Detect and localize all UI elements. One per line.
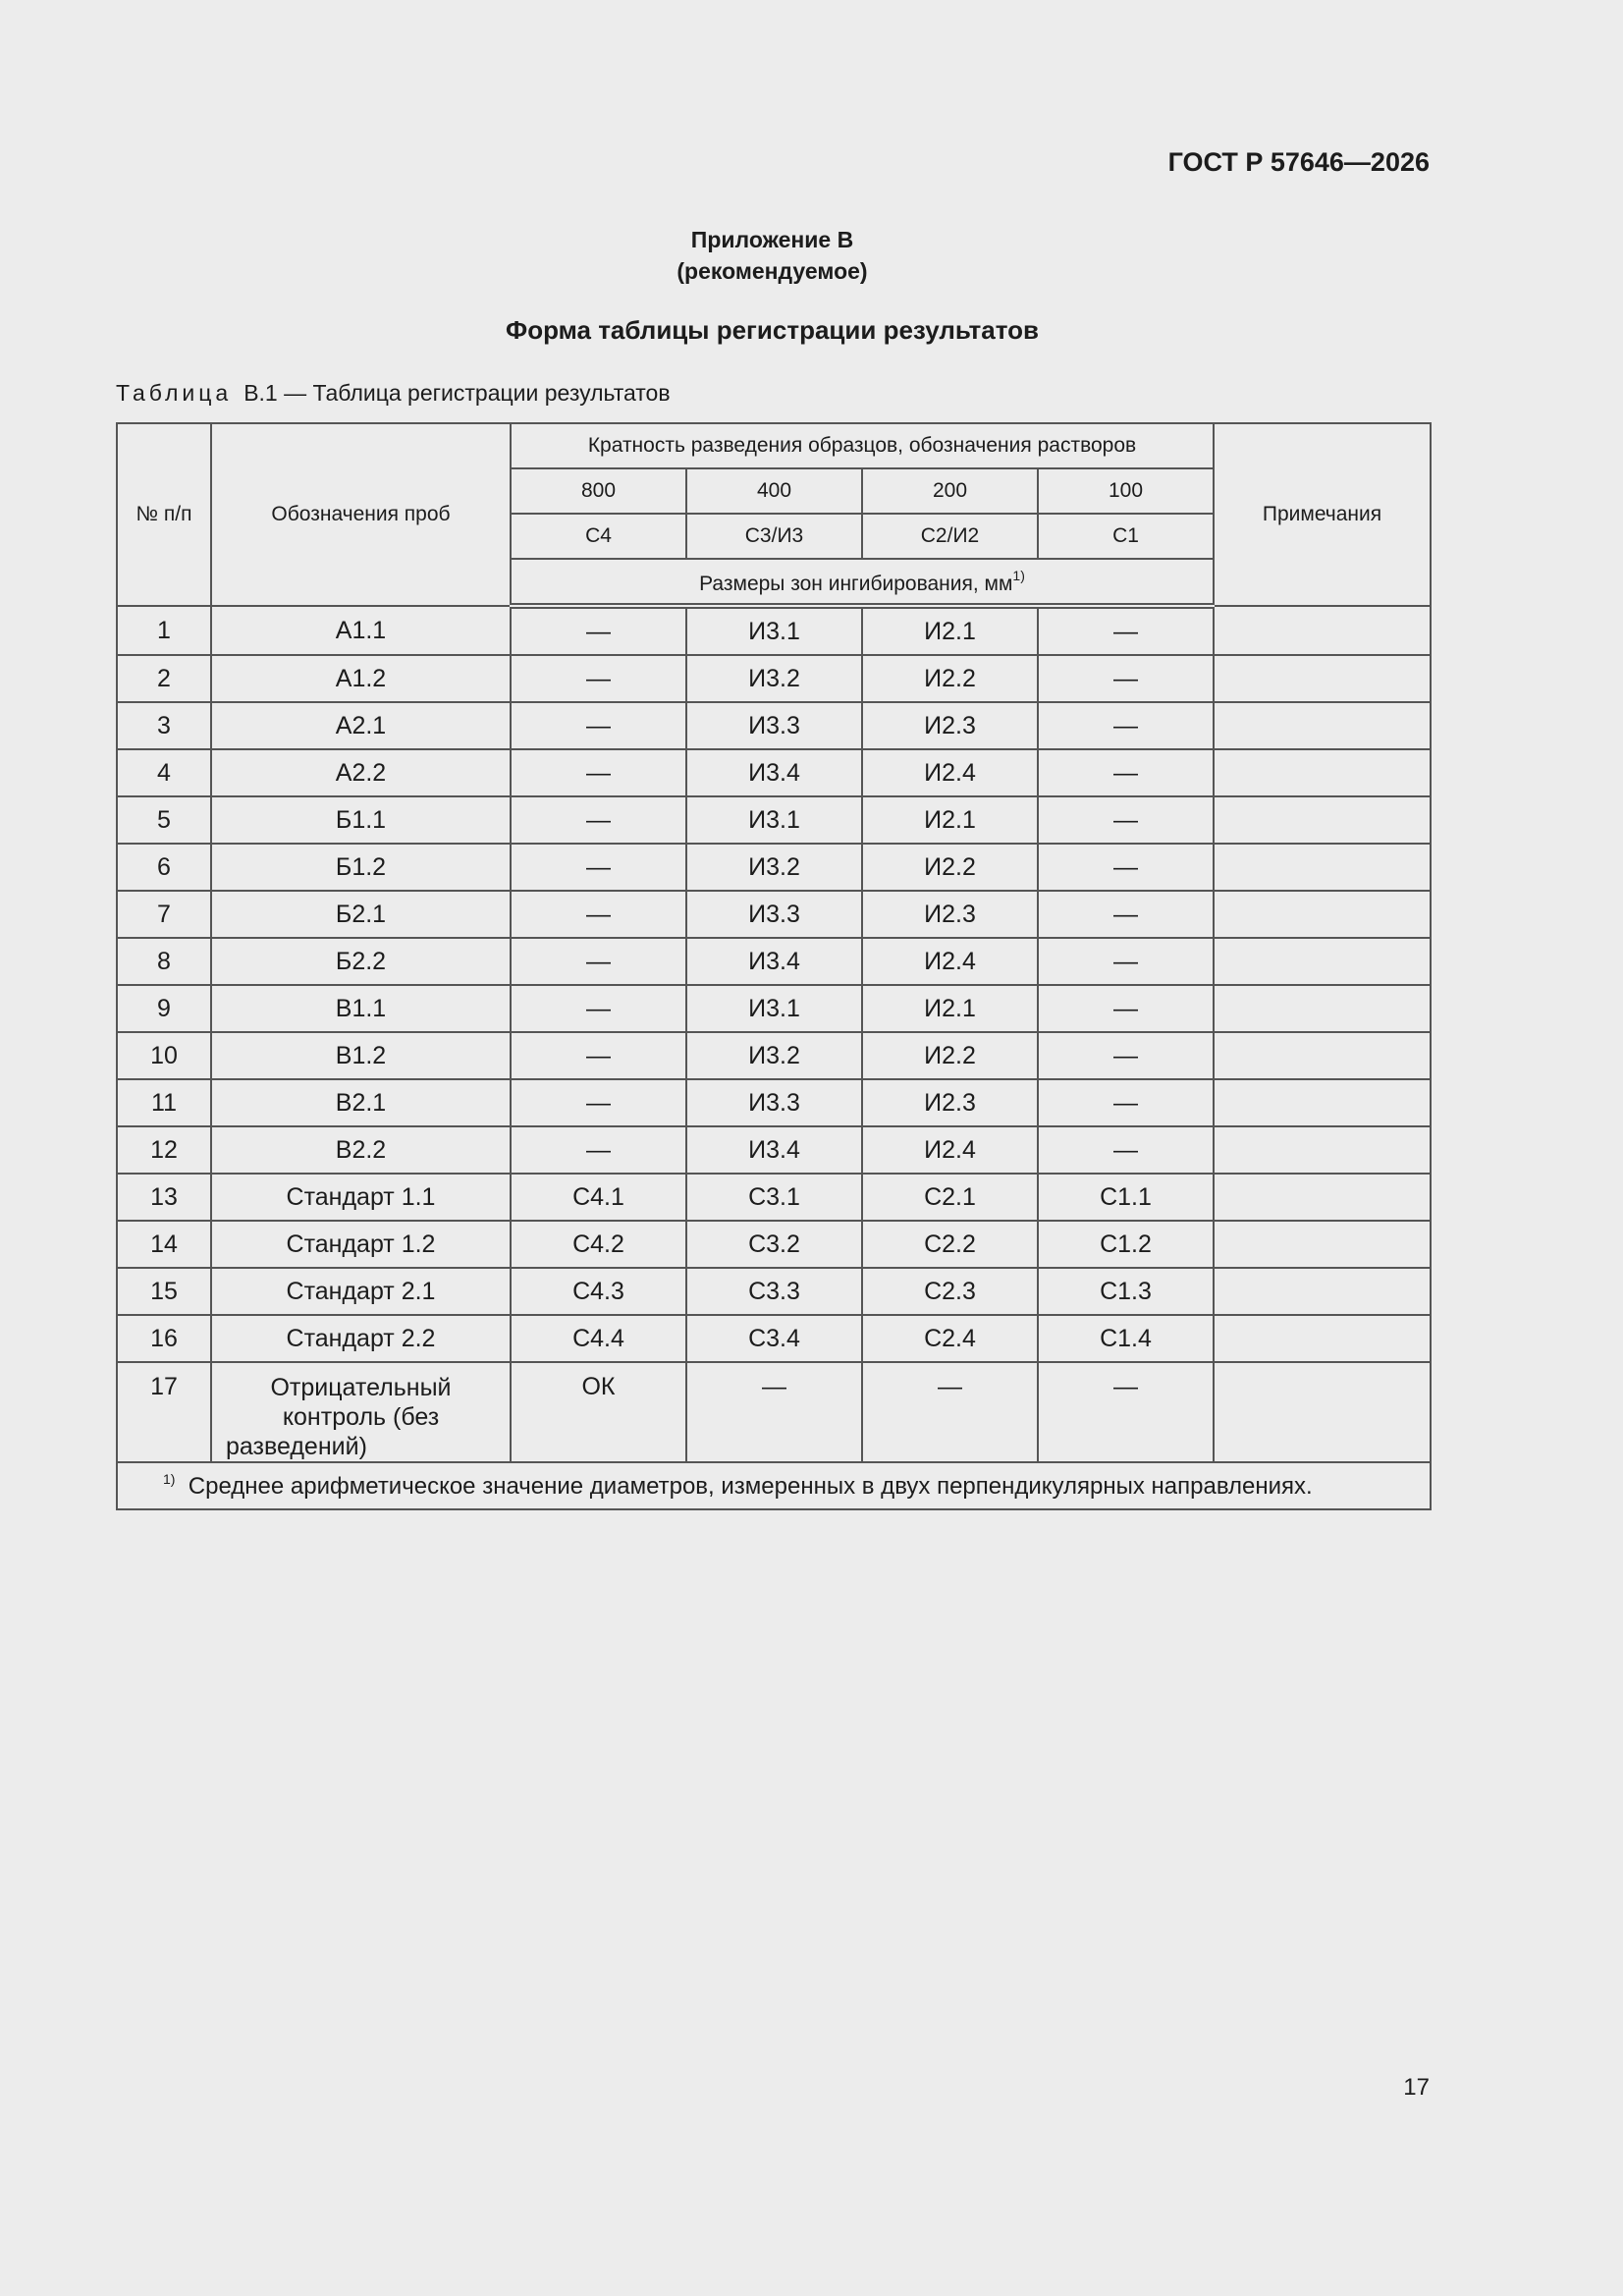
table-footnote-row [117,1462,1431,1509]
cell-notes [1214,1315,1431,1362]
cell-200: С2.1 [862,1174,1038,1221]
table-row-16 [117,1315,1431,1362]
cell-800: — [511,985,686,1032]
cell-sample: В1.2 [211,1032,511,1079]
section-title: Форма таблицы регистрации результатов [506,315,1039,345]
cell-400: И3.1 [686,606,862,655]
table-row-5 [117,796,1431,844]
header-dilution-100: 100 [1038,468,1214,514]
cell-sample: Б1.1 [211,796,511,844]
cell-800: — [511,749,686,796]
cell-400: И3.1 [686,985,862,1032]
cell-800: — [511,891,686,938]
header-dilution-group: Кратность разведения образцов, обозначения растворов [511,423,1214,468]
cell-400: И3.4 [686,938,862,985]
cell-notes [1214,1126,1431,1174]
cell-number: 6 [117,844,211,891]
cell-800: — [511,844,686,891]
cell-400: С3.3 [686,1268,862,1315]
cell-sample: Стандарт 2.1 [211,1268,511,1315]
cell-800: — [511,796,686,844]
cell-100: С1.1 [1038,1174,1214,1221]
table-row-14 [117,1221,1431,1268]
cell-notes [1214,1079,1431,1126]
page-number: 17 [1403,2074,1430,2101]
cell-notes [1214,1362,1431,1462]
cell-800: С4.1 [511,1174,686,1221]
header-zones [511,559,1214,606]
cell-sample: Стандарт 1.2 [211,1221,511,1268]
cell-200: И2.3 [862,702,1038,749]
cell-sample: А2.1 [211,702,511,749]
cell-400: С3.1 [686,1174,862,1221]
table-row-3 [117,702,1431,749]
cell-800: — [511,938,686,985]
table-header [117,423,1431,606]
cell-200: И2.2 [862,1032,1038,1079]
cell-notes [1214,938,1431,985]
cell-800: — [511,702,686,749]
cell-800: — [511,606,686,655]
cell-800: — [511,1032,686,1079]
appendix-heading [0,224,1544,287]
table-caption-text: В.1 — Таблица регистрации результатов [243,380,671,406]
table-row-9 [117,985,1431,1032]
table-row-1 [117,606,1431,655]
cell-sample: Отрицательный контроль (без разведений) [211,1362,511,1462]
cell-200: — [862,1362,1038,1462]
cell-400: И3.3 [686,1079,862,1126]
cell-notes [1214,844,1431,891]
cell-100: С1.3 [1038,1268,1214,1315]
table-caption-prefix: Таблица [116,380,233,406]
cell-400: И3.2 [686,1032,862,1079]
cell-200: И2.3 [862,891,1038,938]
cell-notes [1214,749,1431,796]
cell-100: С1.4 [1038,1315,1214,1362]
header-solution-c2: С2/И2 [862,514,1038,559]
cell-notes [1214,1268,1431,1315]
cell-400: И3.1 [686,796,862,844]
cell-400: С3.2 [686,1221,862,1268]
cell-sample: А1.1 [211,606,511,655]
table-row-11 [117,1079,1431,1126]
table-row-10 [117,1032,1431,1079]
cell-100: — [1038,1032,1214,1079]
appendix-subtitle: (рекомендуемое) [676,258,868,284]
cell-100: — [1038,702,1214,749]
cell-100: — [1038,606,1214,655]
appendix-title: Приложение В [690,227,854,252]
cell-800: — [511,1079,686,1126]
header-zones-footnote-mark: 1) [1012,567,1025,583]
cell-100: — [1038,1362,1214,1462]
cell-100: С1.2 [1038,1221,1214,1268]
cell-400: — [686,1362,862,1462]
cell-notes [1214,891,1431,938]
header-notes: Примечания [1214,423,1431,606]
cell-100: — [1038,749,1214,796]
cell-sample: Б2.1 [211,891,511,938]
cell-100: — [1038,985,1214,1032]
cell-sample: Стандарт 1.1 [211,1174,511,1221]
table-caption [116,380,671,407]
cell-notes [1214,702,1431,749]
table-row-12 [117,1126,1431,1174]
table-row-7 [117,891,1431,938]
cell-100: — [1038,1079,1214,1126]
footnote-text: Среднее арифметическое значение диаметров, измеренных в двух перпендикулярных направлениях. [188,1473,1313,1500]
cell-number: 4 [117,749,211,796]
cell-notes [1214,796,1431,844]
cell-sample: Б1.2 [211,844,511,891]
cell-number: 14 [117,1221,211,1268]
cell-400: И3.4 [686,1126,862,1174]
cell-800: С4.2 [511,1221,686,1268]
cell-notes [1214,1174,1431,1221]
cell-800: С4.4 [511,1315,686,1362]
cell-sample: В1.1 [211,985,511,1032]
cell-100: — [1038,1126,1214,1174]
cell-100: — [1038,891,1214,938]
cell-notes [1214,606,1431,655]
cell-number: 13 [117,1174,211,1221]
cell-100: — [1038,655,1214,702]
table-row-17 [117,1362,1431,1462]
cell-200: И2.2 [862,655,1038,702]
cell-200: С2.4 [862,1315,1038,1362]
cell-number: 15 [117,1268,211,1315]
table-row-15 [117,1268,1431,1315]
cell-400: И3.2 [686,844,862,891]
table-row-8 [117,938,1431,985]
header-solution-c4: С4 [511,514,686,559]
cell-400: И3.4 [686,749,862,796]
cell-number: 12 [117,1126,211,1174]
cell-number: 7 [117,891,211,938]
table-row-6 [117,844,1431,891]
cell-number: 8 [117,938,211,985]
cell-200: С2.2 [862,1221,1038,1268]
cell-200: И2.3 [862,1079,1038,1126]
cell-800: — [511,655,686,702]
cell-sample: А2.2 [211,749,511,796]
cell-number: 1 [117,606,211,655]
cell-number: 9 [117,985,211,1032]
cell-400: И3.3 [686,702,862,749]
cell-200: И2.4 [862,1126,1038,1174]
cell-200: С2.3 [862,1268,1038,1315]
cell-200: И2.1 [862,606,1038,655]
cell-number: 11 [117,1079,211,1126]
cell-200: И2.4 [862,938,1038,985]
header-dilution-200: 200 [862,468,1038,514]
cell-200: И2.1 [862,796,1038,844]
cell-400: И3.3 [686,891,862,938]
table-footnote [117,1462,1431,1509]
table-row-4 [117,749,1431,796]
cell-notes [1214,1032,1431,1079]
cell-800: ОК [511,1362,686,1462]
header-solution-c1: С1 [1038,514,1214,559]
cell-number: 17 [117,1362,211,1462]
cell-sample: А1.2 [211,655,511,702]
cell-number: 16 [117,1315,211,1362]
header-number: № п/п [117,423,211,606]
results-table [116,422,1432,1510]
cell-notes [1214,1221,1431,1268]
cell-400: С3.4 [686,1315,862,1362]
cell-800: С4.3 [511,1268,686,1315]
cell-notes [1214,985,1431,1032]
cell-100: — [1038,938,1214,985]
header-dilution-400: 400 [686,468,862,514]
table-body [117,606,1431,1509]
cell-sample: В2.1 [211,1079,511,1126]
header-solution-c3: С3/И3 [686,514,862,559]
header-sample: Обозначения проб [211,423,511,606]
cell-sample: Б2.2 [211,938,511,985]
cell-number: 10 [117,1032,211,1079]
footnote-mark: 1) [163,1471,176,1487]
table-row-13 [117,1174,1431,1221]
header-zones-label: Размеры зон ингибирования, мм [699,572,1013,595]
cell-100: — [1038,796,1214,844]
cell-number: 2 [117,655,211,702]
cell-notes [1214,655,1431,702]
cell-sample: В2.2 [211,1126,511,1174]
header-dilution-800: 800 [511,468,686,514]
document-code: ГОСТ Р 57646—2026 [1167,147,1430,177]
cell-200: И2.4 [862,749,1038,796]
cell-200: И2.2 [862,844,1038,891]
cell-number: 5 [117,796,211,844]
cell-200: И2.1 [862,985,1038,1032]
table-row-2 [117,655,1431,702]
cell-400: И3.2 [686,655,862,702]
cell-800: — [511,1126,686,1174]
cell-sample: Стандарт 2.2 [211,1315,511,1362]
cell-100: — [1038,844,1214,891]
cell-number: 3 [117,702,211,749]
